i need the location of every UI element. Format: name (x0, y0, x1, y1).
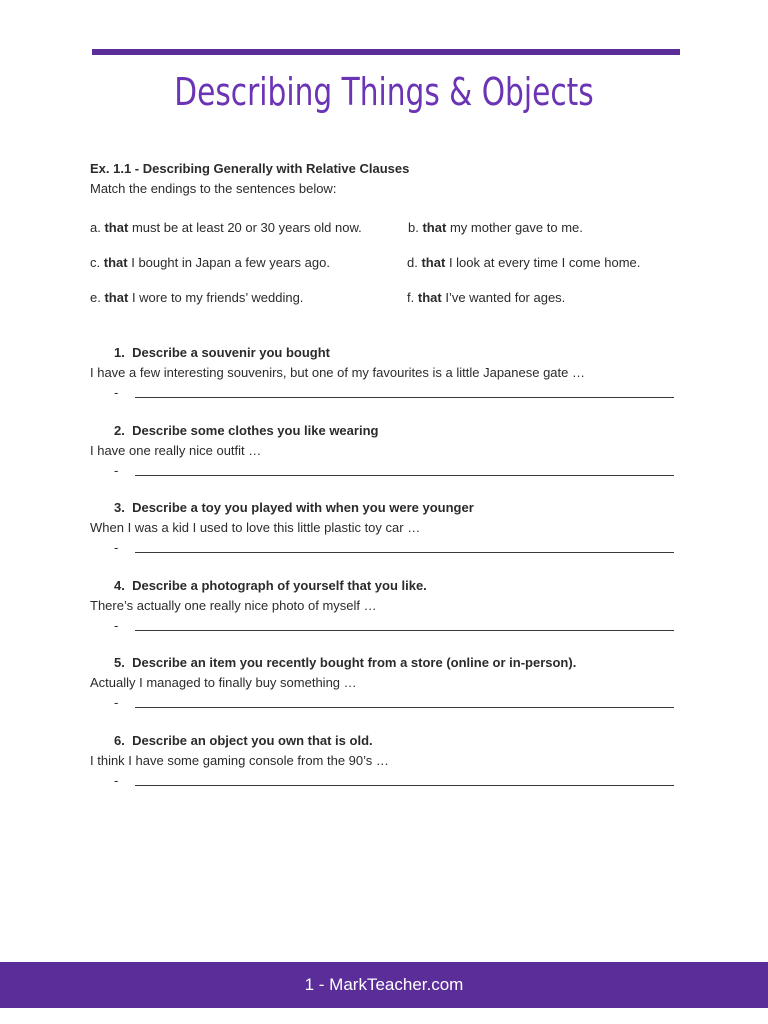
ending-keyword: that (417, 290, 442, 305)
ending-b (408, 220, 583, 235)
ending-keyword: that (104, 220, 129, 235)
exercise-instruction: Match the endings to the sentences below: (90, 181, 337, 196)
question-3-answer-line[interactable] (114, 540, 674, 556)
ending-letter: f. (407, 290, 415, 305)
question-6-answer-line[interactable] (114, 773, 674, 789)
ending-letter: d. (407, 255, 418, 270)
ending-a (90, 220, 362, 235)
question-4-prompt: There’s actually one really nice photo of myself … (90, 598, 377, 613)
question-number: 5. (114, 655, 125, 670)
question-2-answer-line[interactable] (114, 463, 674, 479)
ending-keyword: that (104, 290, 129, 305)
question-text: Describe a toy you played with when you were younger (132, 500, 474, 515)
answer-underline (135, 630, 674, 631)
answer-dash: - (114, 385, 119, 400)
question-2-prompt: I have one really nice outfit … (90, 443, 262, 458)
answer-dash: - (114, 463, 119, 478)
exercise-heading: Ex. 1.1 - Describing Generally with Relative Clauses (90, 161, 410, 176)
answer-underline (135, 552, 674, 553)
question-number: 3. (114, 500, 125, 515)
ending-text: must be at least 20 or 30 years old now. (131, 220, 362, 235)
top-rule (92, 49, 680, 55)
question-3-title (114, 500, 474, 515)
question-text: Describe an item you recently bought from a store (online or in-person). (132, 655, 577, 670)
ending-text: I’ve wanted for ages. (445, 290, 566, 305)
ending-keyword: that (103, 255, 128, 270)
question-text: Describe some clothes you like wearing (132, 423, 379, 438)
question-4-title (114, 578, 427, 593)
question-number: 4. (114, 578, 125, 593)
answer-underline (135, 785, 674, 786)
question-6-title (114, 733, 373, 748)
question-5-answer-line[interactable] (114, 695, 674, 711)
answer-dash: - (114, 695, 119, 710)
ending-letter: e. (90, 290, 101, 305)
answer-dash: - (114, 618, 119, 633)
question-5-title (114, 655, 576, 670)
ending-e (90, 290, 303, 305)
question-text: Describe a photograph of yourself that you like. (132, 578, 427, 593)
ending-c (90, 255, 330, 270)
question-1-answer-line[interactable] (114, 385, 674, 401)
ending-f (407, 290, 565, 305)
question-3-prompt: When I was a kid I used to love this little plastic toy car … (90, 520, 421, 535)
ending-keyword: that (421, 255, 446, 270)
ending-letter: a. (90, 220, 101, 235)
question-number: 1. (114, 345, 125, 360)
question-number: 6. (114, 733, 125, 748)
ending-text: I bought in Japan a few years ago. (131, 255, 330, 270)
ending-letter: b. (408, 220, 419, 235)
answer-underline (135, 707, 674, 708)
ending-letter: c. (90, 255, 101, 270)
footer-bar (0, 962, 768, 1008)
ending-text: my mother gave to me. (449, 220, 583, 235)
question-5-prompt: Actually I managed to finally buy something … (90, 675, 357, 690)
answer-dash: - (114, 773, 119, 788)
question-text: Describe a souvenir you bought (132, 345, 331, 360)
answer-underline (135, 397, 674, 398)
page-title: Describing Things & Objects (174, 70, 594, 114)
ending-text: I look at every time I come home. (448, 255, 641, 270)
answer-underline (135, 475, 674, 476)
footer-text: 1 - MarkTeacher.com (304, 975, 464, 994)
question-text: Describe an object you own that is old. (132, 733, 373, 748)
ending-text: I wore to my friends’ wedding. (131, 290, 304, 305)
answer-dash: - (114, 540, 119, 555)
question-number: 2. (114, 423, 125, 438)
question-6-prompt: I think I have some gaming console from the 90’s … (90, 753, 389, 768)
ending-d (407, 255, 640, 270)
question-1-title (114, 345, 330, 360)
question-4-answer-line[interactable] (114, 618, 674, 634)
ending-keyword: that (422, 220, 447, 235)
question-2-title (114, 423, 378, 438)
question-1-prompt: I have a few interesting souvenirs, but one of my favourites is a little Japanese gate … (90, 365, 585, 380)
